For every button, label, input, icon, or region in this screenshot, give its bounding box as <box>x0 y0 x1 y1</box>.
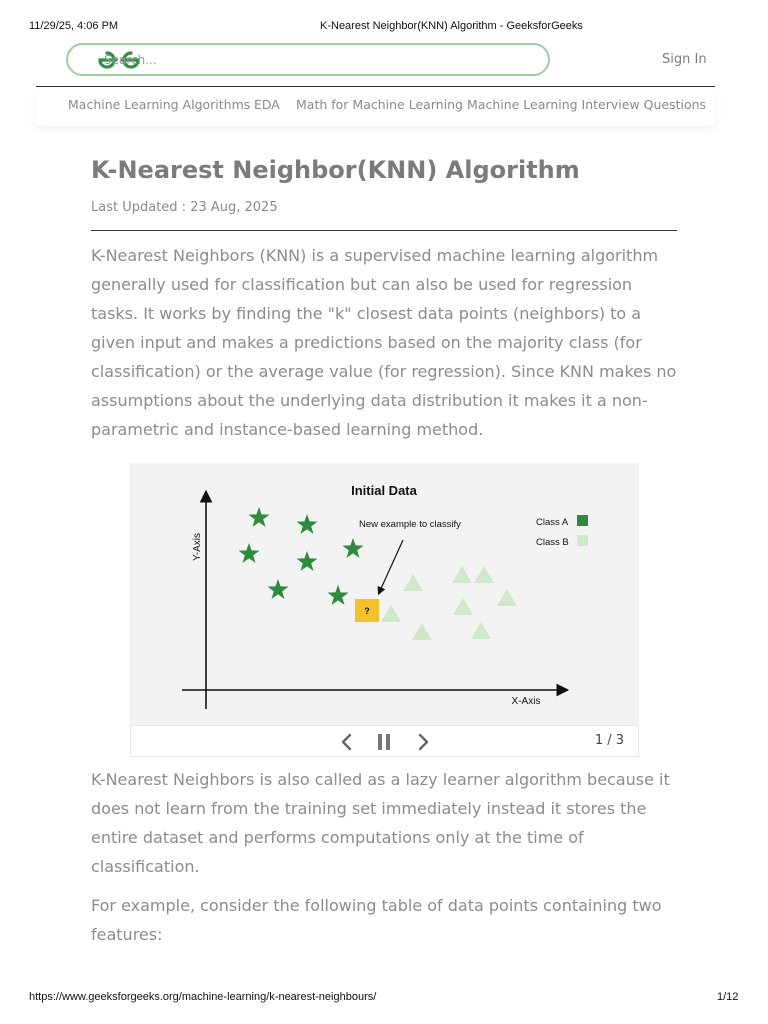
lazy-learner-paragraph: K-Nearest Neighbors is also called as a lazy learner algorithm because it does not learn from the training set immediately instead it stores the entire dataset and performs computations only at the time of classification. <box>91 770 670 876</box>
legend-swatch-class-a <box>577 515 588 526</box>
next-slide-icon[interactable] <box>415 732 431 752</box>
class-a-star <box>328 585 349 605</box>
class-b-points <box>381 566 517 640</box>
class-b-triangle <box>497 589 517 606</box>
class-b-triangle <box>403 574 423 591</box>
last-updated: Last Updated : 23 Aug, 2025 <box>91 200 278 215</box>
x-axis-label: X-Axis <box>511 696 541 707</box>
topic-nav <box>36 88 715 126</box>
class-a-star <box>239 543 260 563</box>
class-b-triangle <box>452 566 472 583</box>
search-input[interactable] <box>66 43 550 76</box>
nav-item-eda[interactable]: EDA <box>254 97 280 112</box>
legend-swatch-class-b <box>577 535 588 546</box>
nav-item-ml-algorithms[interactable]: Machine Learning Algorithms <box>68 97 251 112</box>
pause-icon[interactable] <box>376 732 392 752</box>
legend-label-class-a: Class A <box>536 517 569 528</box>
initial-data-chart <box>130 463 639 725</box>
page-title: K-Nearest Neighbor(KNN) Algorithm <box>91 156 580 184</box>
header-divider <box>36 86 715 87</box>
class-b-triangle <box>453 598 473 615</box>
knn-figure <box>130 463 639 725</box>
class-a-points <box>239 507 364 605</box>
nav-item-math-ml[interactable]: Math for Machine Learning <box>296 97 463 112</box>
annotation-arrow <box>379 540 403 593</box>
legend-label-class-b: Class B <box>536 537 569 548</box>
print-page-title: K-Nearest Neighbor(KNN) Algorithm - GeeksforGeeks <box>320 20 583 32</box>
class-a-star <box>249 507 270 527</box>
title-divider <box>91 230 677 231</box>
nav-item-ml-interview[interactable]: Machine Learning Interview Questions <box>467 97 707 112</box>
intro-paragraph: K-Nearest Neighbors (KNN) is a supervised machine learning algorithm generally used for classification but can also be used for regression tasks. It works by finding the "k" closest data points (neighbors) to a given input and makes a predictions based on the majority class (for classification) or the average value (for regression). Since KNN makes no assumptions about the underlying data distribution it makes it a non-parametric and instance-based learning method. <box>91 246 677 439</box>
class-b-triangle <box>381 605 401 622</box>
class-a-star <box>343 538 364 558</box>
class-b-triangle <box>471 622 491 639</box>
search-placeholder: Search... <box>104 53 157 67</box>
y-axis-label: Y-Axis <box>192 533 203 561</box>
annotation-text: New example to classify <box>359 519 461 530</box>
new-example-label: ? <box>364 606 370 616</box>
slide-counter: 1 / 3 <box>594 733 624 748</box>
sign-in-link[interactable]: Sign In <box>662 52 707 67</box>
legend <box>536 515 588 548</box>
class-b-triangle <box>412 623 432 640</box>
slideshow-controls <box>130 725 639 757</box>
class-a-star <box>268 579 289 599</box>
example-paragraph: For example, consider the following table of data points containing two features: <box>91 896 662 944</box>
class-b-triangle <box>474 566 494 583</box>
previous-slide-icon[interactable] <box>339 732 355 752</box>
figure-title: Initial Data <box>351 483 417 498</box>
class-a-star <box>297 514 318 534</box>
print-datetime: 11/29/25, 4:06 PM <box>29 20 119 32</box>
print-url: https://www.geeksforgeeks.org/machine-learning/k-nearest-neighbours/ <box>29 991 377 1003</box>
print-page-number: 1/12 <box>717 991 739 1003</box>
class-a-star <box>297 551 318 571</box>
